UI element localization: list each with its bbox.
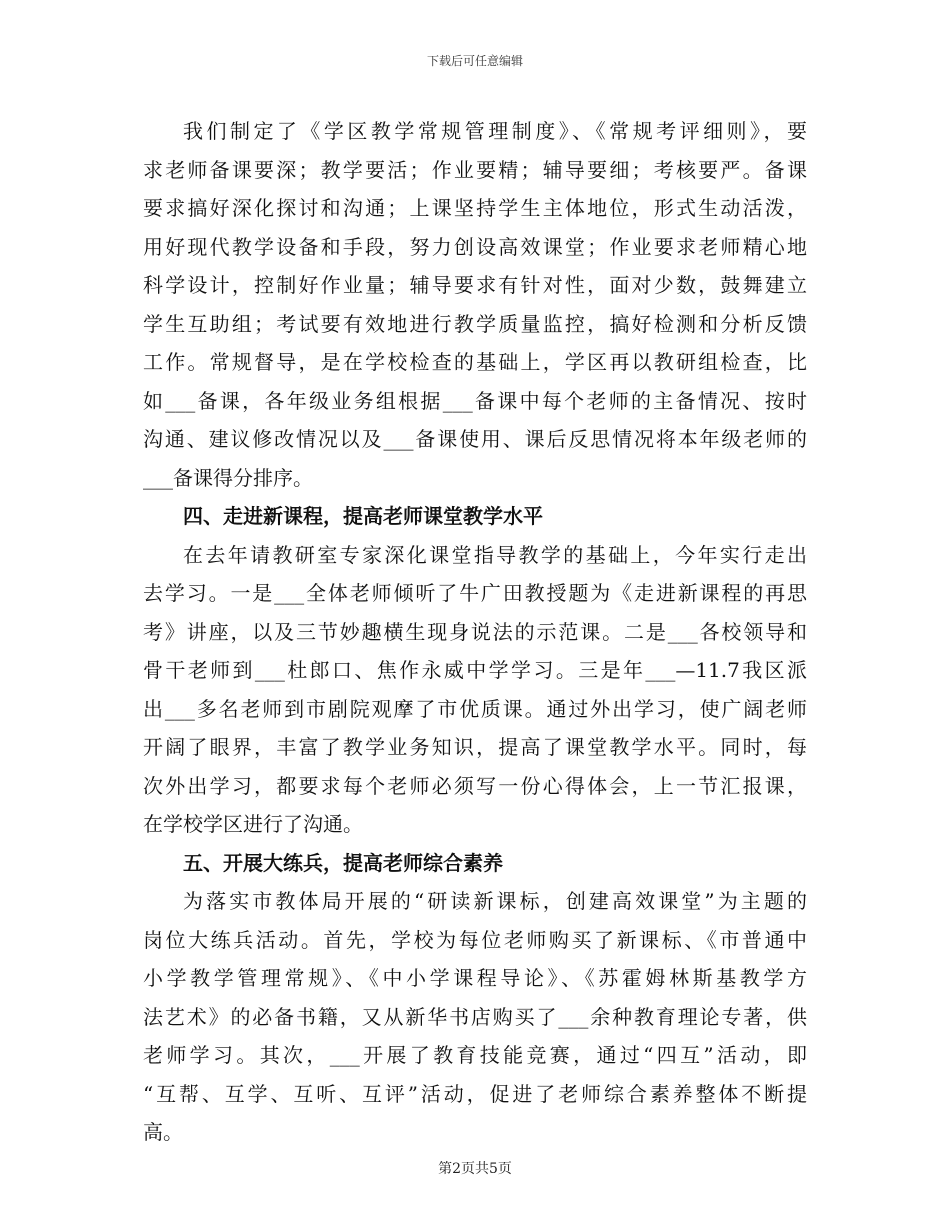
text-line: 岗位大练兵活动。首先，学校为每位老师购买了新课标、《市普通中 [143, 927, 807, 952]
document-body [143, 112, 807, 1152]
text-line: 在学校学区进行了沟通。 [143, 812, 363, 836]
text-line: 出___多名老师到市剧院观摩了市优质课。通过外出学习，使广阔老师 [143, 696, 807, 721]
text-line: 次外出学习，都要求每个老师必须写一份心得体会，上一节汇报课， [143, 773, 807, 798]
text-line: 用好现代教学设备和手段，努力创设高效课堂；作业要求老师精心地 [143, 234, 807, 259]
paragraph-regular-management [143, 112, 807, 497]
text-line: 科学设计，控制好作业量；辅导要求有针对性，面对少数，鼓舞建立 [143, 273, 807, 297]
page-header-note: 下载后可任意编辑 [426, 54, 523, 68]
text-line: 如___备课，各年级业务组根据___备课中每个老师的主备情况、按时 [143, 388, 807, 413]
section-heading-5: 五、开展大练兵，提高老师综合素养 [183, 850, 503, 875]
text-line: ___备课得分排序。 [143, 465, 313, 490]
text-line: 小学教学管理常规》、《中小学课程导论》、《苏霍姆林斯基教学方 [143, 966, 807, 990]
page-number: 第2页共5页 [438, 1161, 512, 1177]
paragraph-skills-training [143, 882, 807, 1152]
section-heading-4: 四、走进新课程，提高老师课堂教学水平 [183, 504, 543, 528]
text-line: 为落实市教体局开展的“研读新课标，创建高效课堂”为主题的 [183, 889, 807, 913]
text-line: 工作。常规督导，是在学校检查的基础上，学区再以教研组检查，比 [143, 350, 807, 374]
text-line: 学生互助组；考试要有效地进行教学质量监控，搞好检测和分析反馈 [143, 311, 807, 336]
text-line: 法艺术》的必备书籍，又从新华书店购买了___余种教育理论专著，供 [143, 1004, 807, 1029]
text-line: 开阔了眼界，丰富了教学业务知识，提高了课堂教学水平。同时，每 [143, 735, 807, 759]
text-line: 在去年请教研室专家深化课堂指导教学的基础上，今年实行走出 [183, 542, 807, 567]
text-line: 求老师备课要深；教学要活；作业要精；辅导要细；考核要严。备课 [143, 157, 807, 182]
text-line: 去学习。一是___全体老师倾听了牛广田教授题为《走进新课程的再思 [143, 581, 807, 605]
paragraph-new-curriculum [143, 536, 807, 844]
text-line: 考》讲座，以及三节妙趣横生现身说法的示范课。二是___各校领导和 [143, 619, 807, 644]
text-line: 要求搞好深化探讨和沟通；上课坚持学生主体地位，形式生动活泼， [143, 196, 807, 220]
text-line: 老师学习。其次，___开展了教育技能竞赛，通过“四互”活动，即 [143, 1043, 807, 1067]
text-line: 沟通、建议修改情况以及___备课使用、课后反思情况将本年级老师的 [143, 427, 807, 451]
text-line: 高。 [143, 1120, 183, 1144]
text-line: 骨干老师到___杜郎口、焦作永威中学学习。三是年___—11.7我区派 [143, 658, 807, 682]
text-line: 我们制定了《学区教学常规管理制度》、《常规考评细则》，要 [183, 119, 807, 143]
text-line: “互帮、互学、互听、互评”活动，促进了老师综合素养整体不断提 [143, 1081, 807, 1106]
